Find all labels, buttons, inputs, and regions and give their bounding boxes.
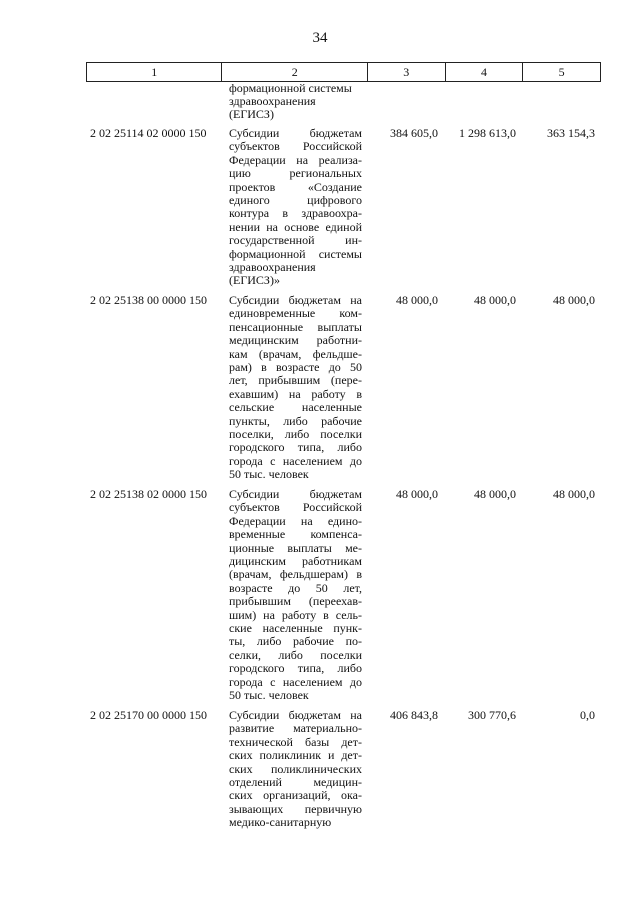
description-line: единого цифрового: [229, 193, 362, 208]
description-line: 50 тыс. человек: [229, 688, 309, 703]
description-line: здравоохранения: [229, 260, 316, 275]
description-line: (ЕГИСЗ)»: [229, 273, 280, 288]
description-line: пункты, либо рабочие: [229, 413, 362, 428]
row-description: [229, 127, 362, 288]
header-col-4: 4: [446, 63, 524, 81]
description-line: возрасте до 50 лет,: [229, 580, 362, 595]
description-line: дицинским работникам: [229, 554, 362, 569]
amount-col-3: 48 000,0: [396, 487, 438, 501]
description-line: города с населением до: [229, 453, 362, 468]
description-line: ты, либо рабочие по-: [229, 634, 362, 649]
description-line: ехавшим) на работу в: [229, 386, 362, 401]
header-col-3: 3: [368, 63, 446, 81]
description-line: контура в здравоохра-: [229, 206, 362, 221]
description-line: ских организаций, ока-: [229, 788, 362, 803]
amount-col-5: 363 154,3: [547, 126, 595, 140]
page-number: 34: [312, 30, 328, 46]
description-line: селки, либо поселки: [229, 647, 362, 662]
description-line: Федерации на реализа-: [229, 152, 362, 167]
description-line: ских поликлиник и дет-: [229, 748, 362, 763]
description-line: медико-санитарную: [229, 815, 332, 830]
amount-col-3: 406 843,8: [390, 708, 438, 722]
description-line: медицинским работни-: [229, 333, 362, 348]
amount-col-3: 48 000,0: [396, 293, 438, 307]
row-description: [229, 488, 362, 703]
row-description: [229, 294, 362, 482]
row-description: [229, 709, 362, 830]
description-line: ционные выплаты ме-: [229, 540, 362, 555]
description-line: Субсидии бюджетам: [229, 487, 362, 501]
budget-code: 2 02 25114 02 0000 150: [90, 126, 207, 140]
description-line: (врачам, фельдшерам) в: [229, 567, 362, 582]
amount-col-3: 384 605,0: [390, 126, 438, 140]
description-line: поселки, либо поселки: [229, 427, 362, 442]
header-col-1: 1: [87, 63, 222, 81]
description-line: лет, прибывшим (пере-: [229, 373, 362, 388]
description-line: городского типа, либо: [229, 440, 362, 455]
description-line: рам) в возрасте до 50: [229, 360, 362, 375]
description-line: субъектов Российской: [229, 139, 362, 154]
description-line: ские населенные пунк-: [229, 621, 362, 636]
description-line: развитие материально-: [229, 721, 362, 736]
amount-col-5: 48 000,0: [553, 293, 595, 307]
description-line: Субсидии бюджетам: [229, 126, 362, 140]
amount-col-4: 1 298 613,0: [459, 126, 516, 140]
description-line: пенсационные выплаты: [229, 319, 362, 334]
description-line: Субсидии бюджетам на: [229, 293, 362, 307]
description-line: временные компенса-: [229, 527, 362, 542]
description-line: государственной ин-: [229, 233, 362, 248]
budget-code: 2 02 25170 00 0000 150: [90, 708, 207, 722]
amount-col-4: 48 000,0: [474, 293, 516, 307]
amount-col-4: 48 000,0: [474, 487, 516, 501]
description-line: субъектов Российской: [229, 500, 362, 515]
table-header-row: [86, 62, 601, 82]
description-line: городского типа, либо: [229, 661, 362, 676]
header-col-5: 5: [558, 65, 565, 79]
description-line: ских поликлинических: [229, 761, 362, 776]
amount-col-4: 300 770,6: [468, 708, 516, 722]
description-line: проектов «Создание: [229, 179, 362, 194]
continuation-line: здравоохранения: [229, 94, 316, 108]
description-line: единовременные ком-: [229, 306, 362, 321]
description-line: кам (врачам, фельдше-: [229, 346, 362, 361]
description-line: отделений медицин-: [229, 775, 362, 790]
amount-col-5: 48 000,0: [553, 487, 595, 501]
description-line: Субсидии бюджетам на: [229, 708, 362, 722]
description-line: цию региональных: [229, 166, 362, 181]
continuation-line: формационной системы: [229, 81, 352, 95]
description-line: Федерации на едино-: [229, 513, 362, 528]
description-line: прибывшим (переехав-: [229, 594, 362, 609]
budget-code: 2 02 25138 02 0000 150: [90, 487, 207, 501]
description-line: 50 тыс. человек: [229, 467, 309, 482]
description-line: нении на основе единой: [229, 219, 362, 234]
description-line: зывающих первичную: [229, 801, 362, 816]
description-line: технической базы дет-: [229, 734, 362, 749]
description-line: сельские населенные: [229, 400, 362, 415]
continuation-text: [229, 82, 364, 121]
budget-code: 2 02 25138 00 0000 150: [90, 293, 207, 307]
description-line: шим) на работу в сель-: [229, 607, 362, 622]
continuation-line: (ЕГИСЗ): [229, 107, 274, 121]
amount-col-5: 0,0: [580, 708, 595, 722]
description-line: формационной системы: [229, 246, 362, 261]
description-line: города с населением до: [229, 674, 362, 689]
header-col-2: 2: [222, 63, 367, 81]
